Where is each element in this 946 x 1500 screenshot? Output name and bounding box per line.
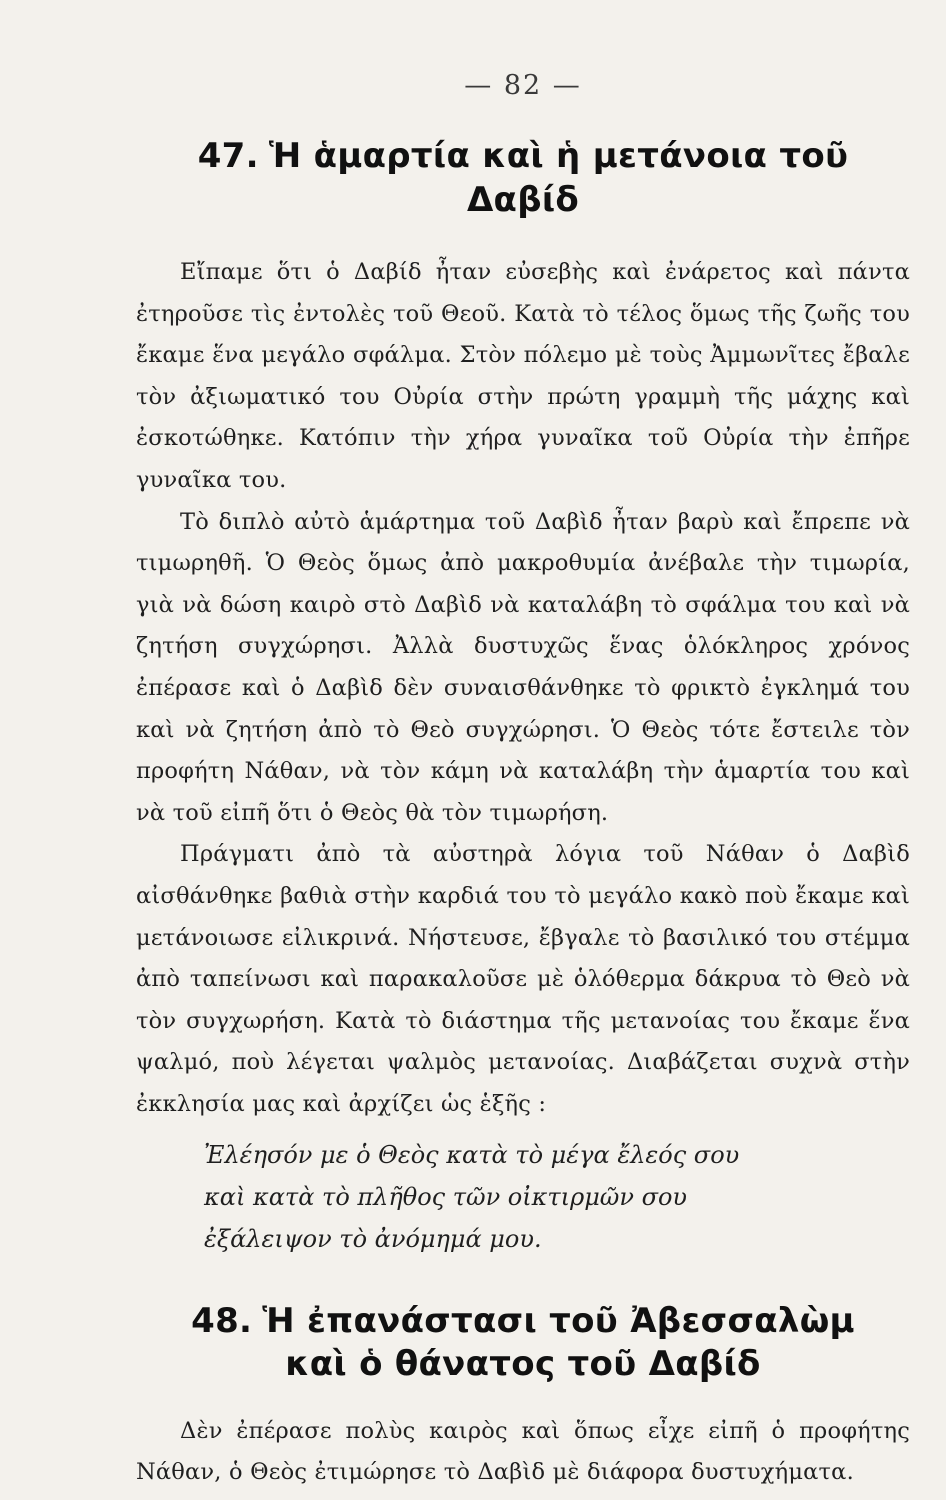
psalm-line: καὶ κατὰ τὸ πλῆθος τῶν οἰκτιρμῶν σου [204, 1182, 687, 1211]
page-number: — 82 — [464, 70, 582, 101]
psalm-line: ἐξάλειψον τὸ ἀνόμημά μου. [204, 1224, 542, 1253]
section-title-text: Ἡ ἐπανάστασι τοῦ Ἀβεσσαλὼμ [262, 1300, 855, 1341]
section-number: 47. [197, 136, 259, 176]
psalm-line: Ἐλέησόν με ὁ Θεὸς κατὰ τὸ μέγα ἔλεός σου [204, 1140, 740, 1169]
paragraph: Πράγματι ἀπὸ τὰ αὐστηρὰ λόγια τοῦ Νάθαν ὁ Δαβὶδ αἰσθάνθηκε βαθιὰ στὴν καρδιά του τὸ μεγάλο κακὸ ποὺ ἔκαμε καὶ μετάνοιωσε εἰλικρινά. Νήστευσε, ἔβγαλε τὸ βασιλικό του στέμμα ἀπὸ ταπείνωσι καὶ παρακαλοῦσε μὲ ὁλόθερμα δάκρυα τὸ Θεὸ νὰ τὸν συγχωρήση. Κατὰ τὸ διάστημα τῆς μετανοίας του ἔκαμε ἕνα ψαλμό, ποὺ λέγεται ψαλμὸς μετανοίας. Διαβάζεται συχνὰ στὴν ἐκκλησία μας καὶ ἀρχίζει ὡς ἑξῆς : [136, 841, 910, 1117]
section-title-48 [136, 1300, 910, 1387]
paragraph: Δὲν ἐπέρασε πολὺς καιρὸς καὶ ὅπως εἶχε εἰπῆ ὁ προφήτης Νάθαν, ὁ Θεὸς ἐτιμώρησε τὸ Δαβὶδ μὲ διάφορα δυστυχήματα. [136, 1417, 910, 1486]
paragraph: Εἴπαμε ὅτι ὁ Δαβίδ ἦταν εὐσεβὴς καὶ ἐνάρετος καὶ πάντα ἐτηροῦσε τὶς ἐντολὲς τοῦ Θεοῦ. Κατὰ τὸ τέλος ὅμως τῆς ζωῆς του ἔκαμε ἕνα μεγάλο σφάλμα. Στὸν πόλεμο μὲ τοὺς Ἀμμωνῖτες ἔβαλε τὸν ἀξιωματικό του Οὐρία στὴν πρώτη γραμμὴ τῆς μάχης καὶ ἐσκοτώθηκε. Κατόπιν τὴν χήρα γυναῖκα τοῦ Οὐρία τὴν ἐπῆρε γυναῖκα του. [136, 259, 910, 493]
section-title-47 [136, 135, 910, 222]
section-title-text: Ἡ ἁμαρτία καὶ ἡ μετάνοια τοῦ Δαβίδ [268, 136, 849, 220]
section-title-text: καὶ ὁ θάνατος τοῦ Δαβίδ [285, 1344, 761, 1385]
paragraph: Τὸ διπλὸ αὐτὸ ἁμάρτημα τοῦ Δαβὶδ ἦταν βαρὺ καὶ ἔπρεπε νὰ τιμωρηθῆ. Ὁ Θεὸς ὅμως ἀπὸ μακροθυμία ἀνέβαλε τὴν τιμωρία, γιὰ νὰ δώση καιρὸ στὸ Δαβὶδ νὰ καταλάβη τὸ σφάλμα του καὶ νὰ ζητήση συγχώρησι. Ἀλλὰ δυστυχῶς ἕνας ὁλόκληρος χρόνος ἐπέρασε καὶ ὁ Δαβὶδ δὲν συναισθάνθηκε τὸ φρικτὸ ἐγκλημά του καὶ νὰ ζητήση ἀπὸ τὸ Θεὸ συγχώρησι. Ὁ Θεὸς τότε ἔστειλε τὸν προφήτη Νάθαν, νὰ τὸν κάμη νὰ καταλάβη τὴν ἁμαρτία του καὶ νὰ τοῦ εἰπῆ ὅτι ὁ Θεὸς θὰ τὸν τιμωρήση. [136, 508, 910, 826]
psalm-quote [204, 1134, 910, 1260]
section-number: 48. [191, 1300, 253, 1341]
